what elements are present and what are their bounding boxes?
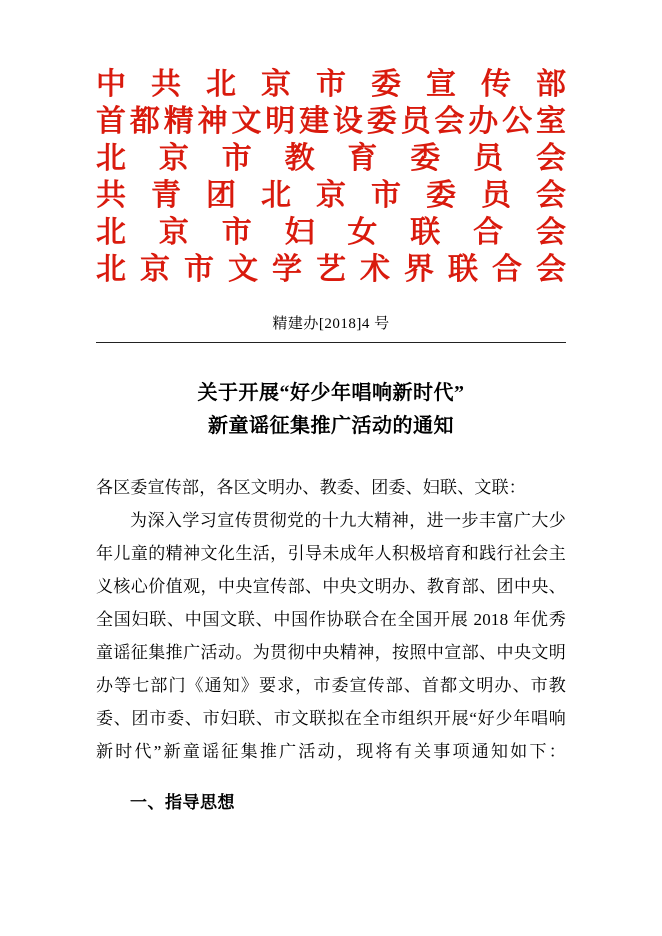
masthead-line-3: 北京市教育委员会 xyxy=(96,142,566,175)
title-line-1: 关于开展“好少年唱响新时代” xyxy=(197,382,465,404)
masthead-line-5: 北京市妇女联合会 xyxy=(96,216,566,249)
title-line-2: 新童谣征集推广活动的通知 xyxy=(208,415,454,437)
salutation: 各区委宣传部，各区文明办、教委、团委、妇联、文联： xyxy=(96,478,526,497)
masthead-line-2: 首都精神文明建设委员会办公室 xyxy=(96,105,566,138)
document-body xyxy=(96,471,566,819)
masthead-line-4: 共青团北京市委员会 xyxy=(96,179,566,212)
masthead-line-6: 北京市文学艺术界联合会 xyxy=(96,253,566,286)
document-number: 精建办[2018]4 号 xyxy=(272,316,390,332)
header-divider xyxy=(96,342,566,343)
document-title xyxy=(96,377,566,443)
section-heading-1: 一、指导思想 xyxy=(130,793,235,812)
masthead xyxy=(96,0,566,288)
body-paragraph-1: 为深入学习宣传贯彻党的十九大精神，进一步丰富广大少年儿童的精神文化生活，引导未成年人积极培育和践行社会主义核心价值观，中央宣传部、中央文明办、教育部、团中央、全国妇联、中国文联、中国作协联合在全国开展 2018 年优秀童谣征集推广活动。为贯彻中央精神，按照中宣部、中央文明办等七部门《通知》要求，市委宣传部、首都文明办、市教委、团市委、市妇联、市文联拟在全市组织开展“好少年唱响新时代”新童谣征集推广活动，现将有关事项通知如下： xyxy=(96,511,566,761)
masthead-line-1: 中共北京市委宣传部 xyxy=(96,68,566,101)
